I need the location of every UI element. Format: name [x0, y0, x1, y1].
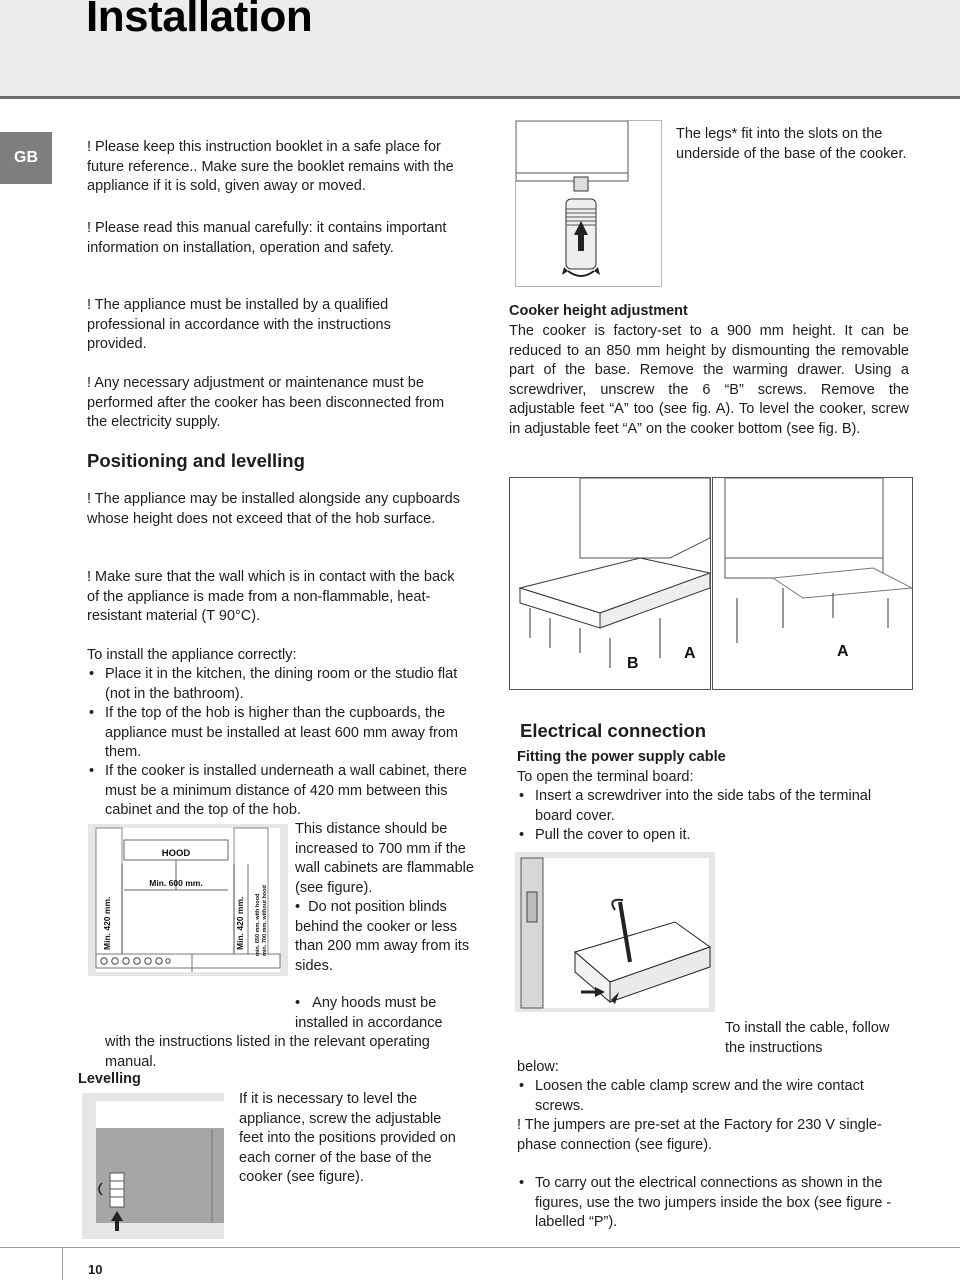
bullet-text: Insert a screwdriver into the side tabs of the terminal board cover.: [535, 788, 872, 824]
bullet-text: Place it in the kitchen, the dining room or the studio flat (not in the bathroom).: [105, 666, 458, 702]
page-title: Installation: [86, 0, 313, 41]
list-item: [89, 704, 480, 763]
levelling-diagram: [82, 1093, 224, 1239]
bullet-icon: •: [519, 1078, 525, 1094]
base-figure-a: [712, 477, 913, 690]
hood-distance-text: This distance should be increased to 700 mm if the wall cabinets are flammable (see figure).: [295, 821, 474, 896]
terminal-board-figure: [515, 852, 715, 1012]
legs-text: The legs* fit into the slots on the underside of the base of the cooker.: [676, 126, 907, 162]
warning-read-manual: ! Please read this manual carefully: it contains important information on installation, operation and safety.: [87, 220, 447, 256]
terminal-board-diagram: [515, 852, 715, 1012]
install-cable-text: To install the cable, follow the instructions: [725, 1020, 890, 1056]
min-700-label: min. 700 mm. without hood: [262, 885, 268, 956]
height-adjustment-text: The cooker is factory-set to a 900 mm height. It can be reduced to an 850 mm height by dismounting the removable part of the base. Remove the warming drawer. Using a screwdriver, unscrew the 6 “B” screws. Remove the adjustable feet “A” too (see fig. A). To level the cooker, screw in adjustable feet “A” on the cooker bottom (see fig. B).: [509, 323, 909, 437]
figure-label-a-left: A: [684, 645, 696, 662]
list-item: [519, 1077, 905, 1116]
base-diagram-b: [510, 478, 710, 689]
terminal-intro: To open the terminal board:: [517, 769, 694, 785]
warning-keep-booklet: ! Please keep this instruction booklet in a safe place for future reference.. Make sure the booklet remains with the appliance if it is sold, given away or moved.: [87, 139, 454, 194]
bullet-icon: •: [519, 1175, 525, 1191]
base-figure-b: [509, 477, 711, 690]
figure-label-b: B: [627, 655, 639, 672]
min-650-label: min. 650 mm. with hood: [255, 893, 261, 956]
base-diagram-a: [713, 478, 912, 689]
footer-divider-vertical: [62, 1247, 63, 1280]
bullet-text: Any hoods must be installed in accordance: [295, 995, 443, 1031]
header-divider: [0, 96, 960, 99]
bullet-icon: •: [295, 995, 313, 1011]
legs-figure: [515, 120, 662, 287]
hood-diagram: [88, 824, 288, 976]
list-item: [89, 665, 480, 704]
hoods-bullet-continued: with the instructions listed in the relevant operating manual.: [105, 1034, 430, 1070]
page-number: 10: [88, 1262, 103, 1277]
min-420-right-label: Min. 420 mm.: [235, 896, 245, 950]
warning-cupboards: ! The appliance may be installed alongside any cupboards whose height does not exceed that of the hob surface.: [87, 491, 460, 527]
bullet-icon: •: [89, 705, 95, 721]
min-600-label: Min. 600 mm.: [149, 878, 203, 888]
bullet-text: If the top of the hob is higher than the cupboards, the appliance must be installed at least 600 mm away from them.: [105, 705, 459, 760]
min-420-left-label: Min. 420 mm.: [102, 896, 112, 950]
bullet-text: Pull the cover to open it.: [535, 827, 691, 843]
below-text: below:: [517, 1059, 559, 1075]
list-item: [89, 762, 480, 821]
electrical-connection-heading: Electrical connection: [520, 720, 707, 741]
list-item: [295, 994, 470, 1033]
hood-label: HOOD: [161, 848, 191, 859]
levelling-figure: [82, 1093, 224, 1239]
figure-label-a-right: A: [837, 643, 849, 660]
positioning-heading: Positioning and levelling: [87, 450, 305, 471]
list-item: [519, 1174, 905, 1233]
warning-qualified-professional: ! The appliance must be installed by a qualified professional in accordance with the instructions provided.: [87, 297, 391, 352]
bullet-text: If the cooker is installed underneath a wall cabinet, there must be a minimum distance of 420 mm between this cabinet and the top of the hob.: [105, 763, 467, 818]
legs-diagram: [516, 121, 661, 286]
bullet-icon: •: [519, 827, 525, 843]
bullet-icon: •: [89, 763, 95, 779]
list-item: [519, 826, 905, 846]
bullet-icon: •: [295, 899, 309, 915]
levelling-heading: Levelling: [78, 1071, 141, 1087]
bullet-text: To carry out the electrical connections as shown in the figures, use the two jumpers inside the box (see figure - labelled “P”).: [535, 1175, 892, 1230]
list-item: [295, 898, 475, 976]
bullet-text: Do not position blinds behind the cooker or less than 200 mm away from its sides.: [295, 899, 470, 974]
language-tab: GB: [0, 132, 52, 184]
list-item: [519, 787, 905, 826]
jumpers-note: ! The jumpers are pre-set at the Factory for 230 V single-phase connection (see figure).: [517, 1117, 882, 1153]
bullet-icon: •: [89, 666, 95, 682]
footer-divider: [0, 1247, 960, 1248]
install-intro: To install the appliance correctly:: [87, 647, 297, 663]
hood-clearance-figure: [88, 824, 288, 976]
fitting-cable-heading: Fitting the power supply cable: [517, 749, 726, 765]
levelling-text: If it is necessary to level the appliance, screw the adjustable feet into the positions provided on each corner of the base of the cooker (see figure).: [239, 1091, 456, 1185]
bullet-text: Loosen the cable clamp screw and the wire contact screws.: [535, 1078, 864, 1114]
bullet-icon: •: [519, 788, 525, 804]
height-adjustment-heading: Cooker height adjustment: [509, 303, 688, 319]
warning-wall-material: ! Make sure that the wall which is in contact with the back of the appliance is made from a non-flammable, heat-resistant material (T 90°C).: [87, 569, 455, 624]
warning-disconnect: ! Any necessary adjustment or maintenance must be performed after the cooker has been disconnected from the electricity supply.: [87, 375, 445, 430]
